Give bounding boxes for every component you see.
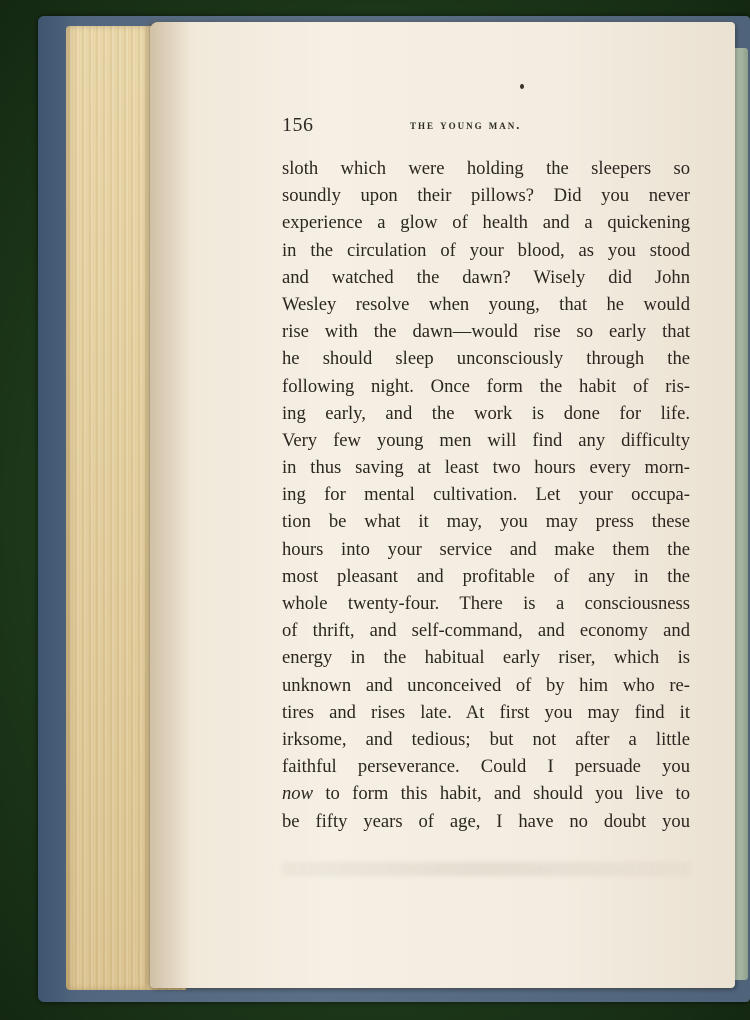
- text-line: Wesley resolve when young, that he would: [282, 293, 690, 315]
- text-line: energy in the habitual early riser, which is: [282, 647, 690, 669]
- text-line: Very few young men will find any difficulty: [282, 429, 690, 451]
- text-line: most pleasant and profitable of any in the: [282, 565, 690, 587]
- text-line: of thrift, and self-command, and economy and: [282, 620, 690, 642]
- text-line: he should sleep unconsciously through the: [282, 348, 690, 370]
- book-page: [150, 22, 735, 988]
- text-line: tion be what it may, you may press these: [282, 511, 690, 533]
- text-line: and watched the dawn? Wisely did John: [282, 266, 690, 288]
- text-line: faithful perseverance. Could I persuade you: [282, 756, 690, 778]
- page-number: 156: [282, 114, 314, 136]
- text-line: unknown and unconceived of by him who re-: [282, 674, 690, 696]
- text-line: in thus saving at least two hours every morn-: [282, 457, 690, 479]
- text-line: hours into your service and make them the: [282, 538, 690, 560]
- running-head: [282, 114, 692, 138]
- text-line: now to form this habit, and should you live to: [282, 783, 690, 805]
- italic-emphasis: now: [282, 783, 313, 805]
- text-line: soundly upon their pillows? Did you never: [282, 185, 690, 207]
- text-line: ing for mental cultivation. Let your occupa-: [282, 484, 690, 506]
- text-line: experience a glow of health and a quickening: [282, 212, 690, 234]
- text-line: rise with the dawn—would rise so early that: [282, 321, 690, 343]
- text-line: whole twenty-four. There is a consciousness: [282, 593, 690, 614]
- text-line: tires and rises late. At first you may find it: [282, 701, 690, 723]
- text-line: following night. Once form the habit of ris-: [282, 375, 690, 397]
- body-text: [282, 155, 690, 835]
- running-head-title: the young man.: [410, 118, 522, 132]
- show-through-text: [282, 862, 690, 876]
- text-line: in the circulation of your blood, as you stood: [282, 239, 690, 261]
- text-line: irksome, and tedious; but not after a little: [282, 728, 690, 750]
- text-line: ing early, and the work is done for life.: [282, 402, 690, 424]
- ink-speck: [520, 84, 524, 89]
- text-line: sloth which were holding the sleepers so: [282, 158, 690, 179]
- text-line: be fifty years of age, I have no doubt you: [282, 810, 690, 832]
